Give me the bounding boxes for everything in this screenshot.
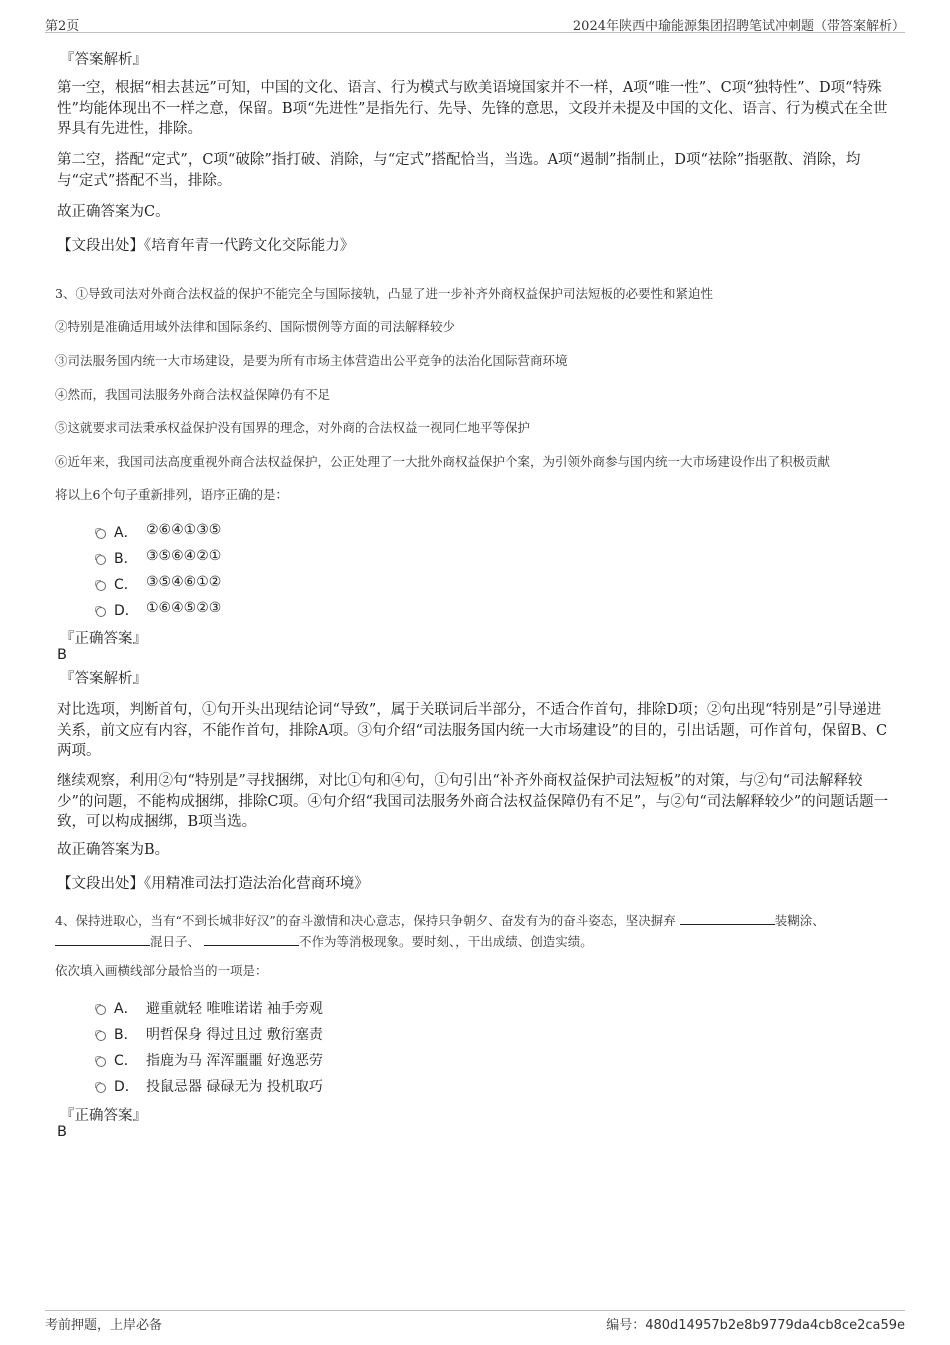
q4-blank-3[interactable] — [204, 933, 299, 946]
q4-stem: 4、保持进取心，当有“不到长城非好汉”的奋斗激情和决心意志，保持只争朝夕、奋发有为的奋斗姿态，坚决摒弃 装糊涂、 混日子、 不作为等消极现象。要时刻、，干出成绩、创造实绩。 — [55, 913, 825, 949]
footer-code: 编号：480d14957b2e8b9779da4cb8ce2ca59e — [606, 1318, 905, 1333]
q4-correct-answer: B — [57, 1124, 67, 1140]
q2-analysis-para2: 第二空，搭配“定式”，C项“破除”指打破、消除，与“定式”搭配恰当，当选。A项“遏制”指制止，D项“祛除”指驱散、消除，均与“定式”搭配不当，排除。 — [57, 152, 861, 189]
radio-button-icon[interactable] — [96, 581, 106, 591]
q2-analysis-para1: 第一空，根据“相去甚远”可知，中国的文化、语言、行为模式与欧美语境国家并不一样，A项“唯一性”、C项“独特性”、D项“特殊性”均能体现出不一样之意，保留。B项“先进性”是指先行、先导、先锋的意思，文段并未提及中国的文化、语言、行为模式在全世界具有先进性，排除。 — [57, 80, 888, 137]
q3-correct-label: 『正确答案』 — [60, 631, 147, 647]
footer-divider — [45, 1310, 905, 1311]
q3-sentence-2: ②特别是准确适用域外法律和国际条约、国际惯例等方面的司法解释较少 — [55, 319, 456, 334]
radio-button-icon[interactable] — [96, 1057, 106, 1067]
q4-blank-1[interactable] — [680, 912, 775, 925]
q4-correct-label: 『正确答案』 — [60, 1108, 147, 1124]
q2-source: 【文段出处】《培育年青一代跨文化交际能力》 — [57, 238, 355, 254]
q4-blank-2[interactable] — [55, 933, 150, 946]
q3-conclusion: 故正确答案为B。 — [57, 842, 170, 858]
q3-sentence-3: ③司法服务国内统一大市场建设，是要为所有市场主体营造出公平竞争的法治化国际营商环境 — [55, 353, 568, 368]
q3-analysis-label: 『答案解析』 — [60, 671, 147, 687]
q3-prompt: 将以上6个句子重新排列，语序正确的是： — [55, 487, 288, 502]
radio-button-icon[interactable] — [96, 529, 106, 539]
q3-source: 【文段出处】《用精准司法打造法治化营商环境》 — [57, 876, 369, 892]
radio-button-icon[interactable] — [96, 1005, 106, 1015]
document-title: 2024年陕西中瑜能源集团招聘笔试冲刺题（带答案解析） — [572, 19, 905, 34]
radio-button-icon[interactable] — [96, 1031, 106, 1041]
q3-sentence-6: ⑥近年来，我国司法高度重视外商合法权益保护，公正处理了一大批外商权益保护个案，为引领外商参与国内统一大市场建设作出了积极贡献 — [55, 454, 831, 469]
q4-prompt: 依次填入画横线部分最恰当的一项是： — [55, 963, 268, 978]
q3-sentence-5: ⑤这就要求司法秉承权益保护没有国界的理念，对外商的合法权益一视同仁地平等保护 — [55, 420, 531, 435]
page-footer — [45, 1314, 905, 1332]
radio-button-icon[interactable] — [96, 607, 106, 617]
q3-analysis-para1: 对比选项，判断首句，①句开头出现结论词“导致”，属于关联词后半部分，不适合作首句，排除D项；②句出现“特别是”引导递进关系，前文应有内容，不能作首句，排除A项。③句介绍“司法服务国内统一大市场建设”的目的，引出话题，可作首句，保留B、C两项。 — [57, 702, 888, 759]
radio-button-icon[interactable] — [96, 555, 106, 565]
q2-conclusion: 故正确答案为C。 — [57, 204, 170, 220]
page-header — [45, 15, 905, 33]
q3-sentence-1: 3、①导致司法对外商合法权益的保护不能完全与国际接轨，凸显了进一步补齐外商权益保护司法短板的必要性和紧迫性 — [55, 286, 713, 301]
q3-analysis-para2: 继续观察，利用②句“特别是”寻找捆绑，对比①句和④句，①句引出“补齐外商权益保护司法短板”的对策，与②句“司法解释较少”的问题，不能构成捆绑，排除C项。④句介绍“我国司法服务外商合法权益保障仍有不足”，与②句“司法解释较少”的问题话题一致，可以构成捆绑，B项当选。 — [57, 773, 889, 830]
page-number: 第2页 — [45, 19, 80, 34]
footer-slogan: 考前押题，上岸必备 — [45, 1318, 163, 1333]
q3-sentence-4: ④然而，我国司法服务外商合法权益保障仍有不足 — [55, 387, 331, 402]
q3-correct-answer: B — [57, 647, 67, 663]
q2-analysis-label: 『答案解析』 — [60, 52, 147, 68]
header-divider — [45, 32, 905, 33]
radio-button-icon[interactable] — [96, 1083, 106, 1093]
